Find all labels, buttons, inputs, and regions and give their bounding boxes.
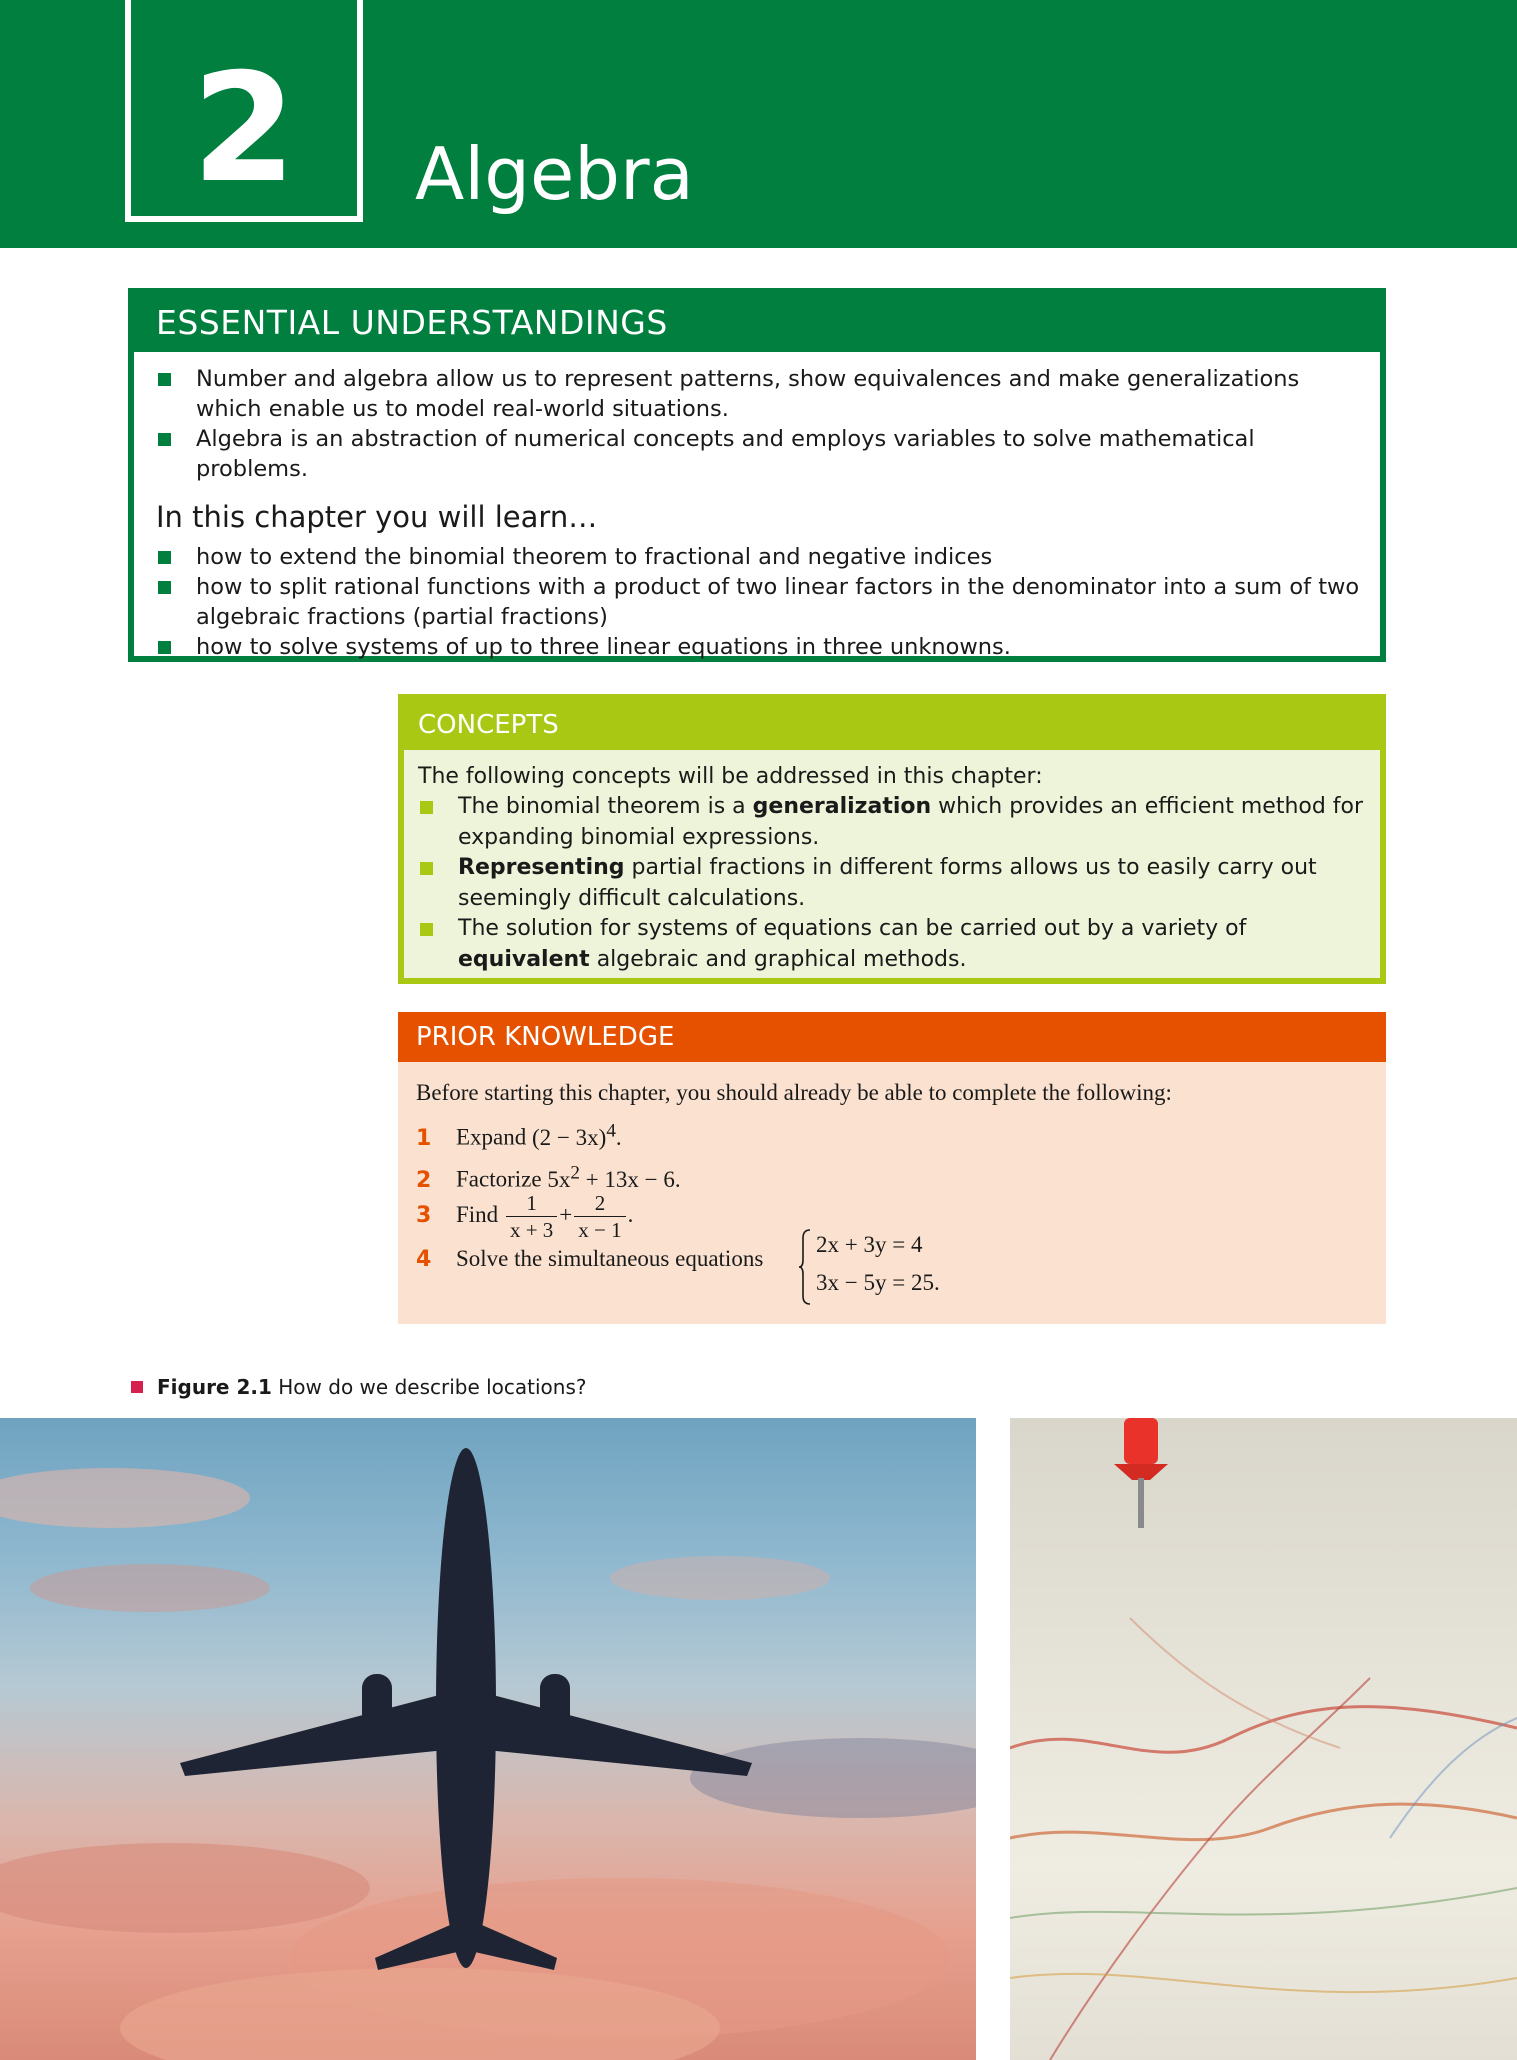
prior-item-3: 3 Find $\frac{1}{x + 3}$ + $\frac{2}{x - 1}$ .	[416, 1191, 634, 1242]
learn-title: In this chapter you will learn…	[156, 500, 598, 534]
list-item: Representing partial fractions in different forms allows us to easily carry out seemingly difficult calculations.	[418, 853, 1366, 914]
concepts-intro: The following concepts will be addressed in this chapter:	[418, 764, 1043, 789]
prior-knowledge-heading: PRIOR KNOWLEDGE	[398, 1012, 1386, 1062]
math-expression: $(2 - 3x)^4$.	[532, 1120, 622, 1150]
bullet-square-icon	[420, 801, 433, 814]
prior-item-1: 1 Expand $(2 - 3x)^4$.	[416, 1120, 622, 1151]
list-item: The binomial theorem is a generalization which provides an efficient method for expanding binomial expressions.	[418, 792, 1366, 853]
fraction: $\frac{2}{x - 1}$	[574, 1190, 625, 1243]
bullet-square-icon	[420, 923, 433, 936]
list-item: how to split rational functions with a product of two linear factors in the denominator into a sum of two algebraic fractions (partial fractions)	[156, 572, 1362, 632]
bullet-square-icon	[158, 433, 171, 446]
essential-understandings-box	[128, 288, 1386, 662]
chapter-number-box	[125, 0, 363, 222]
map-photo	[1010, 1418, 1517, 2060]
list-item: Number and algebra allow us to represent patterns, show equivalences and make generalizations which enable us to model real-world situations.	[156, 364, 1362, 424]
bullet-square-icon	[158, 551, 171, 564]
bullet-square-icon	[158, 641, 171, 654]
bullet-square-icon	[420, 862, 433, 875]
concepts-heading: CONCEPTS	[404, 700, 1380, 750]
list-item: how to extend the binomial theorem to fractional and negative indices	[156, 542, 1362, 572]
prior-intro: Before starting this chapter, you should already be able to complete the following:	[416, 1080, 1172, 1105]
chapter-number: 2	[191, 42, 297, 216]
prior-item-2: 2 Factorize $5x^2 + 13x - 6$.	[416, 1162, 681, 1193]
prior-item-4: 4 Solve the simultaneous equations	[416, 1246, 764, 1272]
concepts-box	[398, 694, 1386, 984]
concepts-list	[404, 792, 1380, 975]
airplane-photo	[0, 1418, 976, 2060]
figure-caption: Figure 2.1 How do we describe locations?	[131, 1374, 587, 1400]
essential-list	[134, 364, 1380, 484]
list-item: how to solve systems of up to three linear equations in three unknowns.	[156, 632, 1362, 662]
chapter-banner	[0, 0, 1517, 248]
left-brace-icon	[798, 1228, 812, 1306]
fraction: $\frac{1}{x + 3}$	[506, 1190, 557, 1243]
list-item: The solution for systems of equations can be carried out by a variety of equivalent algebraic and graphical methods.	[418, 914, 1366, 975]
bullet-square-icon	[158, 581, 171, 594]
caption-square-icon	[131, 1381, 143, 1393]
bullet-square-icon	[158, 373, 171, 386]
math-expression: $5x^2 + 13x - 6$.	[547, 1162, 681, 1192]
chapter-title: Algebra	[415, 132, 694, 216]
airplane-illustration	[0, 1418, 976, 2060]
map-illustration	[1010, 1418, 1517, 2060]
list-item: Algebra is an abstraction of numerical concepts and employs variables to solve mathematical problems.	[156, 424, 1362, 484]
learn-list	[134, 542, 1380, 662]
essential-understandings-heading: ESSENTIAL UNDERSTANDINGS	[134, 294, 1380, 352]
prior-knowledge-box: PRIOR KNOWLEDGE Before starting this chapter, you should already be able to complete the following: 1 Expand $(2 - 3x)^4$. 2 Factorize $5x^2 + 13x - 6$. 3 Find $\frac{1}{x + 3}$ + $\frac{2}{x - 1}$ . 4 Solve the simultaneous equations 2x + 3y = 4 3x − 5y = 25.	[398, 1012, 1386, 1324]
